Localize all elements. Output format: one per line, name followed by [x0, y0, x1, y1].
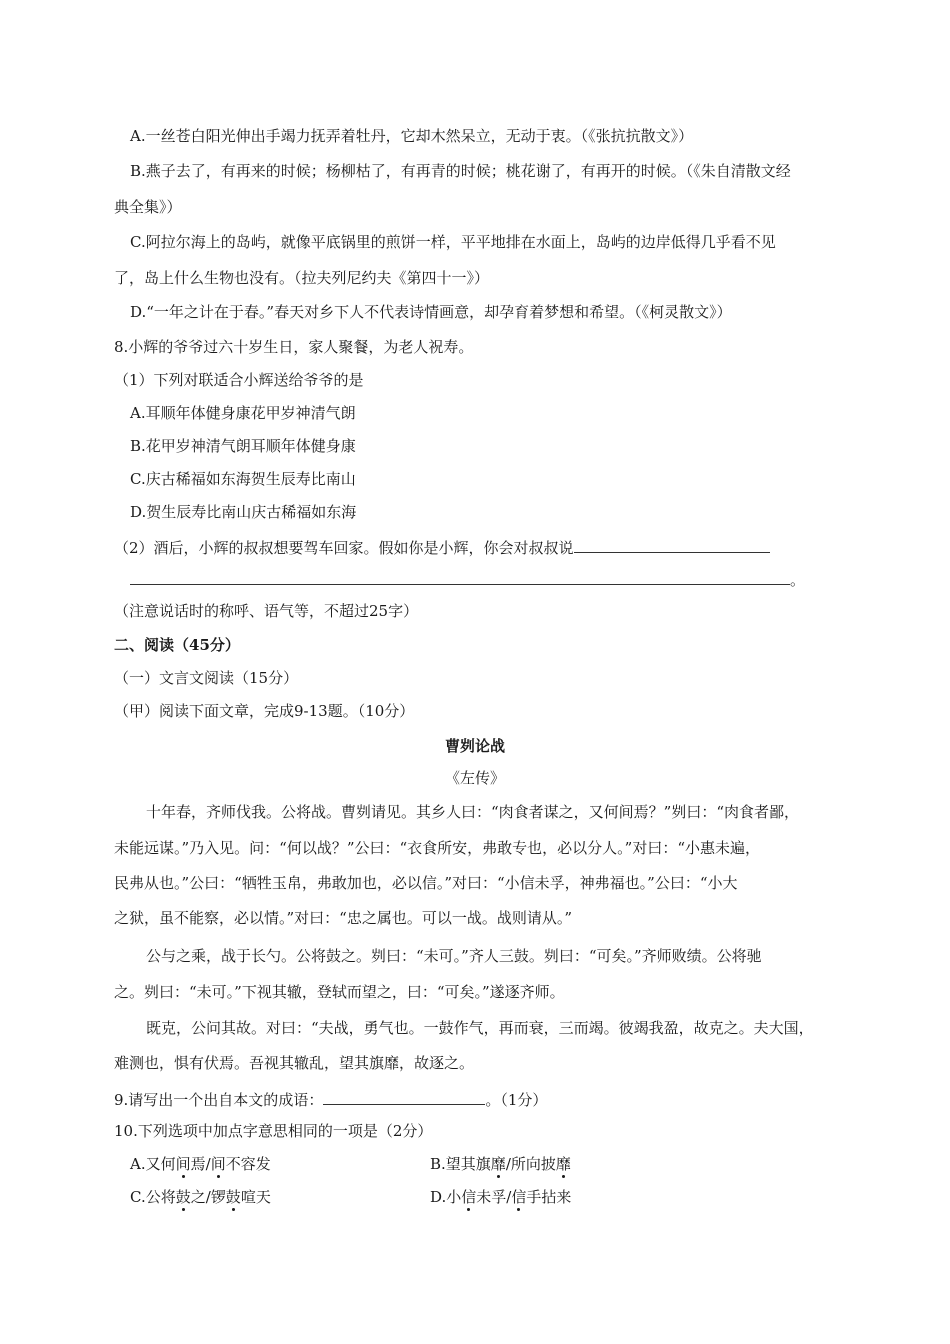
q8-answer-line-2 [130, 568, 805, 590]
q10-d-dotted-2: 信 [511, 1188, 527, 1206]
q8-option-d: D.贺生辰寿比南山庆古稀福如东海 [130, 503, 357, 521]
q7-option-a: A.一丝苍白阳光伸出手竭力抚弄着牡丹，它却木然呆立，无动于衷。（《张抗抗散文》） [130, 127, 694, 145]
q8-answer-blank-2[interactable] [130, 568, 790, 585]
passage-line-3: 民弗从也。”公曰：“牺牲玉帛，弗敢加也，必以信。”对曰：“小信未孚，神弗福也。”公曰：“小大 [114, 874, 738, 892]
q8-part2-text: （2）酒后，小辉的叔叔想要驾车回家。假如你是小辉，你会对叔叔说 [114, 539, 574, 557]
q10-option-a [130, 1154, 271, 1174]
q10-option-d [430, 1187, 571, 1207]
q8-option-b: B.花甲岁神清气朗耳顺年体健身康 [130, 437, 356, 455]
q10-d-text-3: 手拈来 [526, 1188, 572, 1206]
q9-answer-blank[interactable] [323, 1088, 485, 1105]
q10-a-text-1: A.又何 [130, 1155, 176, 1173]
q10-b-dotted-1: 靡 [490, 1155, 506, 1173]
q10-d-dotted-1: 信 [461, 1188, 477, 1206]
section-2-sub1: （一）文言文阅读（15分） [114, 669, 299, 687]
q10-c-text-1: C.公将 [130, 1188, 176, 1206]
section-2-sub2: （甲）阅读下面文章，完成9-13题。（10分） [114, 702, 415, 720]
q10-option-b [430, 1154, 571, 1174]
q8-part2 [114, 536, 770, 558]
q9-text: 9.请写出一个出自本文的成语： [114, 1091, 324, 1109]
q10-b-text-1: B.望其旗 [430, 1155, 491, 1173]
q9-score: 。（1分） [485, 1091, 548, 1109]
q7-option-b-cont: 典全集》） [114, 198, 182, 216]
passage-line-4: 之狱，虽不能察，必以情。”对曰：“忠之属也。可以一战。战则请从。” [114, 909, 573, 927]
q7-option-d: D.“一年之计在于春。”春天对乡下人不代表诗情画意，却孕育着梦想和希望。（《柯灵散文》） [130, 303, 732, 321]
q7-option-c-cont: 了，岛上什么生物也没有。（拉夫列尼约夫《第四十一》） [114, 269, 490, 287]
q7-option-b: B.燕子去了，有再来的时候；杨柳枯了，有再青的时候；桃花谢了，有再开的时候。（《朱自清散文经 [130, 162, 791, 180]
passage-title: 曹刿论战 [444, 737, 505, 755]
q10-c-text-2: 之/锣 [190, 1188, 226, 1206]
q10-a-text-2: 焉/ [190, 1155, 211, 1173]
q10-d-text-2: 未孚/ [476, 1188, 512, 1206]
q8-answer-blank-1[interactable] [574, 536, 770, 553]
q7-option-c: C.阿拉尔海上的岛屿，就像平底锅里的煎饼一样，平平地排在水面上，岛屿的边岸低得几乎看不见 [130, 233, 776, 251]
passage-line-8: 难测也，惧有伏焉。吾视其辙乱，望其旗靡，故逐之。 [114, 1054, 475, 1072]
q10-a-dotted-1: 间 [175, 1155, 191, 1173]
passage-line-6: 之。刿曰：“未可。”下视其辙，登轼而望之，曰：“可矣。”遂逐齐师。 [114, 983, 565, 1001]
q8-stem: 8.小辉的爷爷过六十岁生日，家人聚餐，为老人祝寿。 [114, 338, 474, 356]
passage-line-7: 既克，公问其故。对曰：“夫战，勇气也。一鼓作气，再而衰，三而竭。彼竭我盈，故克之。夫大国， [146, 1019, 814, 1037]
q8-option-a: A.耳顺年体健身康花甲岁神清气朗 [130, 404, 356, 422]
q10-option-c [130, 1187, 271, 1207]
q10-c-dotted-1: 鼓 [175, 1188, 191, 1206]
q8-part1: （1）下列对联适合小辉送给爷爷的是 [114, 371, 364, 389]
passage-line-1: 十年春，齐师伐我。公将战。曹刿请见。其乡人曰：“肉食者谋之，又何间焉？”刿曰：“肉食者鄙， [146, 803, 800, 821]
q10-c-dotted-2: 鼓 [225, 1188, 241, 1206]
q8-option-c: C.庆古稀福如东海贺生辰寿比南山 [130, 470, 356, 488]
q10-a-dotted-2: 间 [210, 1155, 226, 1173]
q10-a-text-3: 不容发 [225, 1155, 271, 1173]
passage-source: 《左传》 [444, 769, 505, 787]
passage-line-5: 公与之乘，战于长勺。公将鼓之。刿曰：“未可。”齐人三鼓。刿曰：“可矣。”齐师败绩。公将驰 [146, 947, 762, 965]
q9 [114, 1088, 547, 1110]
q10-b-text-2: /所向披 [505, 1155, 556, 1173]
q8-answer-end: 。 [790, 571, 806, 589]
q10-stem: 10.下列选项中加点字意思相同的一项是（2分） [114, 1122, 433, 1140]
q10-c-text-3: 喧天 [240, 1188, 271, 1206]
q10-d-text-1: D.小 [430, 1188, 462, 1206]
q10-b-dotted-2: 靡 [555, 1155, 571, 1173]
q8-note: （注意说话时的称呼、语气等，不超过25字） [114, 602, 419, 620]
passage-line-2: 未能远谋。”乃入见。问：“何以战？”公曰：“衣食所安，弗敢专也，必以分人。”对曰：“小惠未遍， [114, 839, 761, 857]
section-2-heading: 二、阅读（45分） [114, 636, 240, 654]
